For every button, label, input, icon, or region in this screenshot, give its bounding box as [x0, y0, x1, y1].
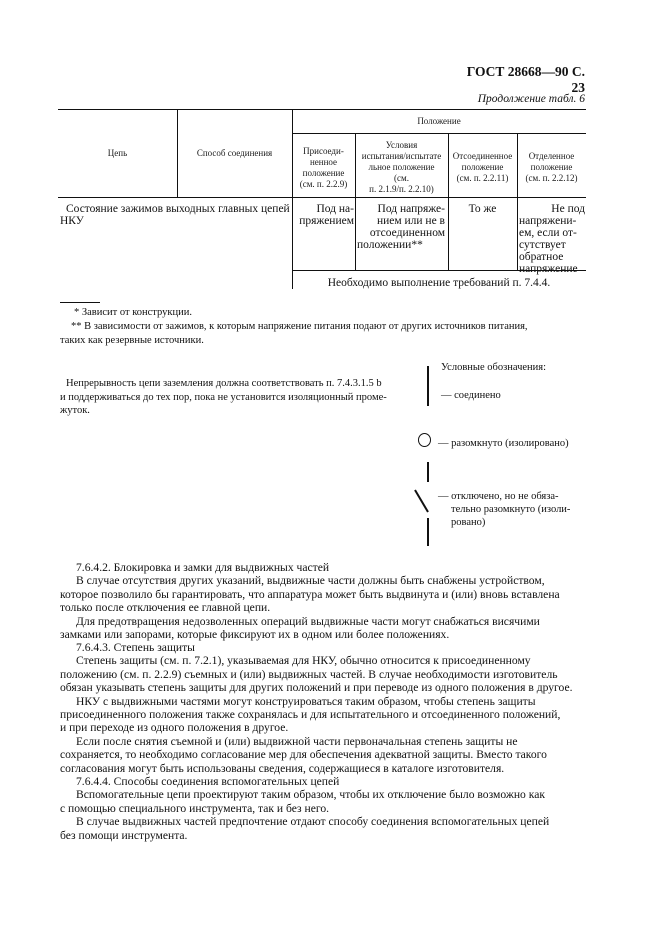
cell-circuit: Состояние зажимов выходных главных цепей НКУ: [60, 203, 290, 227]
table-row-note: Необходимо выполнение требований п. 7.4.4.: [327, 277, 551, 289]
table-top-rule: [58, 109, 586, 110]
header-connected-position: Присоеди- ненное положение (см. п. 2.2.9): [299, 146, 348, 189]
section-7644: 7.6.4.4. Способы соединения вспомогательных цепей Вспомогательные цепи проектируют таким образом, чтобы их отключение было возможно как с помощью специального инструмента, так и без него. В случае выдвижных частей предпочтение отдают способу соединения вспомогательных цепей без помощи инструмента.: [60, 775, 585, 842]
section-heading-7644: 7.6.4.4. Способы соединения вспомогательных цепей: [76, 775, 340, 788]
section-7642: 7.6.4.2. Блокировка и замки для выдвижных частей В случае отсутствия других указаний, выдвижные части должны быть снабжены устройством, которое позволило бы гарантировать, что аппаратура может быть выдвинута и (или) вновь вставлена только после отключения ее главной цепи. Для предотвращения недозволенных операций выдвижные части могут снабжаться висячими замками или запорами, которые фиксируют их в одном или более положениях.: [60, 561, 585, 641]
section-heading-7643: 7.6.4.3. Степень защиты: [76, 641, 195, 654]
disconnected-symbol-icon: [410, 462, 434, 548]
footnote-separator: [60, 302, 100, 303]
header-circuit: Цепь: [107, 148, 128, 158]
header-position-group: Положение: [417, 116, 461, 126]
legend-disconnected: — отключено, но не обяза- тельно разомкнуто (изоли- ровано): [438, 491, 571, 528]
position-subheader-rule: [292, 133, 586, 134]
legend-connected: — соединено: [441, 390, 501, 401]
footnote-1: * Зависит от конструкции.: [74, 307, 192, 318]
legend-open: — разомкнуто (изолировано): [438, 438, 569, 449]
table-continuation-note: Продолжение табл. 6: [477, 93, 585, 105]
cell-disconnected: То же: [468, 203, 497, 215]
col-divider-2: [292, 109, 293, 289]
footnote-2: ** В зависимости от зажимов, к которым напряжение питания подают от других источников питания, таких как резервные источники.: [60, 321, 528, 346]
cell-test: Под напряже- нием или не в отсоединенном положении**: [357, 203, 445, 251]
header-removed-position: Отделенное положение (см. п. 2.2.12): [525, 151, 578, 183]
ground-continuity-paragraph: Непрерывность цепи заземления должна соответствовать п. 7.4.3.1.5 b и поддерживаться до тех пор, пока не установится изоляционный проме- жуток.: [60, 378, 387, 416]
open-symbol-icon: [418, 433, 431, 447]
page-header: ГОСТ 28668—90 С. 23: [466, 64, 585, 95]
section-7643: 7.6.4.3. Степень защиты Степень защиты (см. п. 7.2.1), указываемая для НКУ, обычно относится к присоединенному положению (см. п. 2.2.9) съемных и (или) выдвижных частей. В случае необходимости изготовитель обязан указывать степень защиты для других положений и при переводе из одного положения в другое. НКУ с выдвижными частями могут конструироваться таким образом, чтобы степень защиты присоединенного положения также сохранялась и для испытательного и отсоединенного положений, и при переходе из одного положения в другое. Если после снятия съемной и (или) выдвижной части первоначальная степень защиты не сохраняется, то необходимо согласование мер для обеспечения адекватной защиты. Вместо такого согласования могут быть использованы сведения, содержащиеся в каталоге изготовителя.: [60, 641, 585, 775]
header-bottom-rule: [58, 197, 586, 198]
legend-title: Условные обозначения:: [441, 362, 547, 373]
cell-removed: Не под напряжени- ем, если от- сутствует обратное напряжение: [519, 203, 585, 275]
header-test-position: Условия испытания/испытате льное положение (см. п. 2.1.9/п. 2.2.10): [361, 140, 442, 194]
cell-connected: Под на- пряжением: [299, 203, 354, 227]
connected-symbol-icon: [427, 366, 429, 406]
header-disconnected-position: Отсоединенное положение (см. п. 2.2.11): [452, 151, 513, 183]
header-connection-method: Способ соединения: [196, 148, 273, 158]
section-heading-7642: 7.6.4.2. Блокировка и замки для выдвижных частей: [76, 561, 330, 574]
